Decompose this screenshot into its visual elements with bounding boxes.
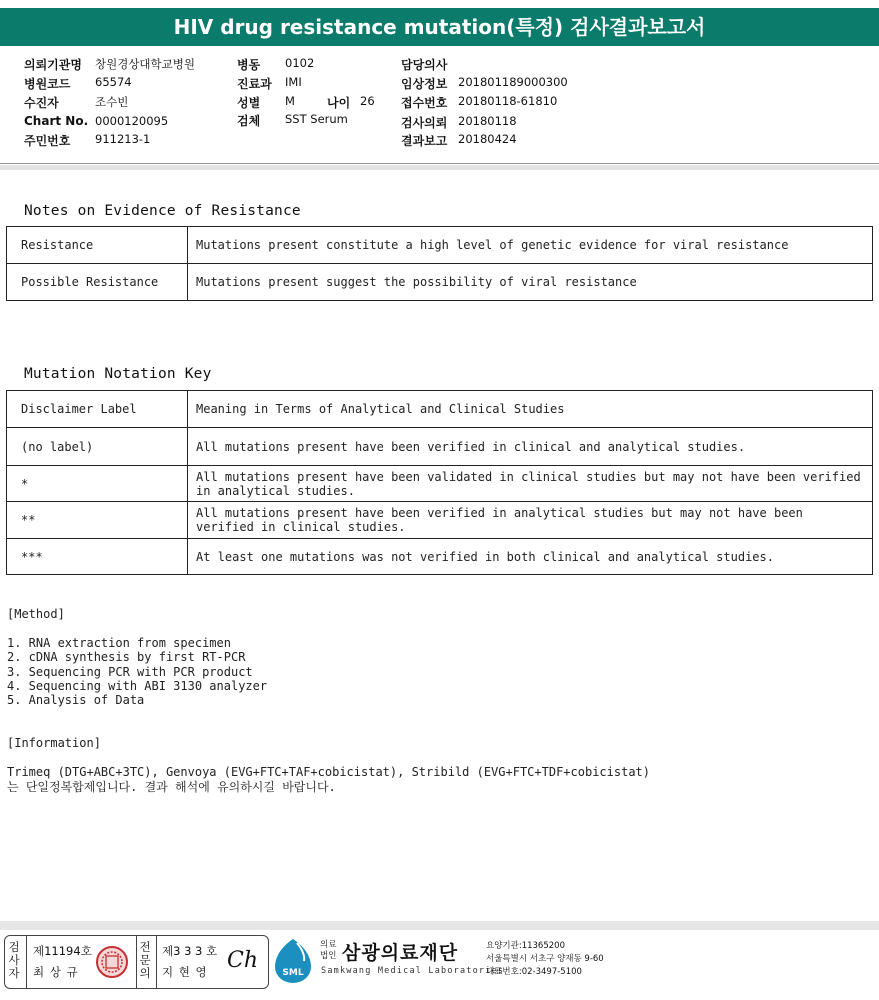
- sex-label: 성별: [237, 96, 261, 110]
- divider: [156, 936, 157, 988]
- reviewer-role-label: [138, 941, 152, 980]
- header-divider: [0, 163, 879, 164]
- specimen-label: 검체: [237, 114, 261, 128]
- notation-text: Meaning in Terms of Analytical and Clinical Studies: [188, 391, 873, 428]
- notation-table: [6, 390, 873, 575]
- header-shadow: [0, 165, 879, 170]
- method-item: 5. Analysis of Data: [7, 693, 145, 707]
- evidence-label: Resistance: [7, 227, 188, 264]
- signature-box: [4, 935, 269, 989]
- org-info-line: 대표번호:02-3497-5100: [486, 967, 582, 977]
- method-item: 1. RNA extraction from specimen: [7, 636, 231, 650]
- method-item: 3. Sequencing PCR with PCR product: [7, 665, 253, 679]
- sex-value: M: [285, 94, 295, 108]
- evidence-table: [6, 226, 873, 301]
- org-english-name: Samkwang Medical Laboratories: [321, 966, 505, 976]
- table-row: [7, 466, 873, 502]
- patient-value: 조수빈: [95, 95, 129, 109]
- department-label: 진료과: [237, 77, 272, 91]
- evidence-text: Mutations present constitute a high level of genetic evidence for viral resistance: [188, 227, 873, 264]
- reviewer-role-text: 전문의: [139, 940, 151, 980]
- request-date-label: 검사의뢰: [401, 116, 448, 130]
- information-heading: [Information]: [7, 736, 101, 750]
- org-info: [486, 940, 604, 979]
- method-heading: [Method]: [7, 607, 65, 621]
- table-row: [7, 539, 873, 575]
- hospital-code-value: 65574: [95, 75, 132, 89]
- table-row: [7, 391, 873, 428]
- clinical-info-label: 임상정보: [401, 77, 448, 91]
- chart-no-value: 0000120095: [95, 114, 169, 128]
- evidence-text: Mutations present suggest the possibility of viral resistance: [188, 264, 873, 301]
- divider: [26, 936, 27, 988]
- examiner-name: 최 상 규: [33, 965, 79, 979]
- notation-label: **: [7, 502, 188, 539]
- signature: Ch: [227, 948, 259, 973]
- information-line: Trimeq (DTG+ABC+3TC), Genvoya (EVG+FTC+TAF+cobicistat), Stribild (EVG+FTC+TDF+cobicistat): [7, 765, 650, 779]
- notation-text: All mutations present have been verified in analytical studies but may not have been verified in clinical studies.: [188, 502, 873, 539]
- table-row: [7, 502, 873, 539]
- age-value: 26: [360, 94, 375, 108]
- examiner-role-label: [7, 941, 21, 980]
- hospital-code-label: 병원코드: [24, 77, 71, 91]
- notation-text: All mutations present have been validated in clinical studies but may not have been verified in analytical studies.: [188, 466, 873, 502]
- evidence-label: Possible Resistance: [7, 264, 188, 301]
- resident-no-value: 911213-1: [95, 132, 151, 146]
- table-row: [7, 428, 873, 466]
- accession-label: 접수번호: [401, 96, 448, 110]
- patient-label: 수진자: [24, 96, 59, 110]
- divider: [136, 936, 137, 988]
- examiner-license: 제11194호: [33, 944, 92, 958]
- notation-label: (no label): [7, 428, 188, 466]
- physician-label: 담당의사: [401, 58, 448, 72]
- footer-divider: [0, 921, 879, 930]
- request-date-value: 20180118: [458, 114, 517, 128]
- notation-section-title: Mutation Notation Key: [24, 366, 212, 382]
- org-info-line: 요양기관:11365200: [486, 941, 565, 951]
- notation-text: All mutations present have been verified in clinical and analytical studies.: [188, 428, 873, 466]
- age-label: 나이: [327, 96, 351, 110]
- report-title: HIV drug resistance mutation(특정) 검사결과보고서: [0, 8, 879, 46]
- notation-label: ***: [7, 539, 188, 575]
- org-info-line: 서울특별시 서초구 양재동 9-60: [486, 954, 604, 964]
- logo-text: SML: [282, 968, 304, 978]
- notation-label: *: [7, 466, 188, 502]
- report-date-label: 결과보고: [401, 134, 448, 148]
- reviewer-name: 지 현 영: [162, 965, 208, 979]
- ward-value: 0102: [285, 56, 315, 70]
- table-row: [7, 264, 873, 301]
- accession-value: 20180118-61810: [458, 94, 558, 108]
- seal-stamp-icon: [95, 945, 129, 979]
- chart-no-label: Chart No.: [24, 114, 89, 128]
- org-prefix: 의료 법인: [320, 940, 337, 961]
- method-item: 2. cDNA synthesis by first RT-PCR: [7, 650, 246, 664]
- resident-no-label: 주민번호: [24, 134, 71, 148]
- notation-label: Disclaimer Label: [7, 391, 188, 428]
- ward-label: 병동: [237, 58, 261, 72]
- org-name: 삼광의료재단: [342, 942, 459, 964]
- hospital-name-value: 창원경상대학교병원: [95, 57, 195, 71]
- report-date-value: 20180424: [458, 132, 517, 146]
- sml-logo-icon: [271, 937, 315, 985]
- examiner-role-text: 검사자: [8, 940, 20, 980]
- clinical-info-value: 201801189000300: [458, 75, 568, 89]
- reviewer-license: 제3 3 3 호: [162, 944, 218, 958]
- department-value: IMI: [285, 75, 302, 89]
- specimen-value: SST Serum: [285, 112, 348, 126]
- hospital-name-label: 의뢰기관명: [24, 58, 82, 72]
- method-item: 4. Sequencing with ABI 3130 analyzer: [7, 679, 268, 693]
- patient-header: [0, 56, 879, 156]
- notation-text: At least one mutations was not verified in both clinical and analytical studies.: [188, 539, 873, 575]
- information-line: 는 단일정복합제입니다. 결과 해석에 유의하시길 바랍니다.: [7, 780, 336, 794]
- table-row: [7, 227, 873, 264]
- evidence-section-title: Notes on Evidence of Resistance: [24, 203, 301, 219]
